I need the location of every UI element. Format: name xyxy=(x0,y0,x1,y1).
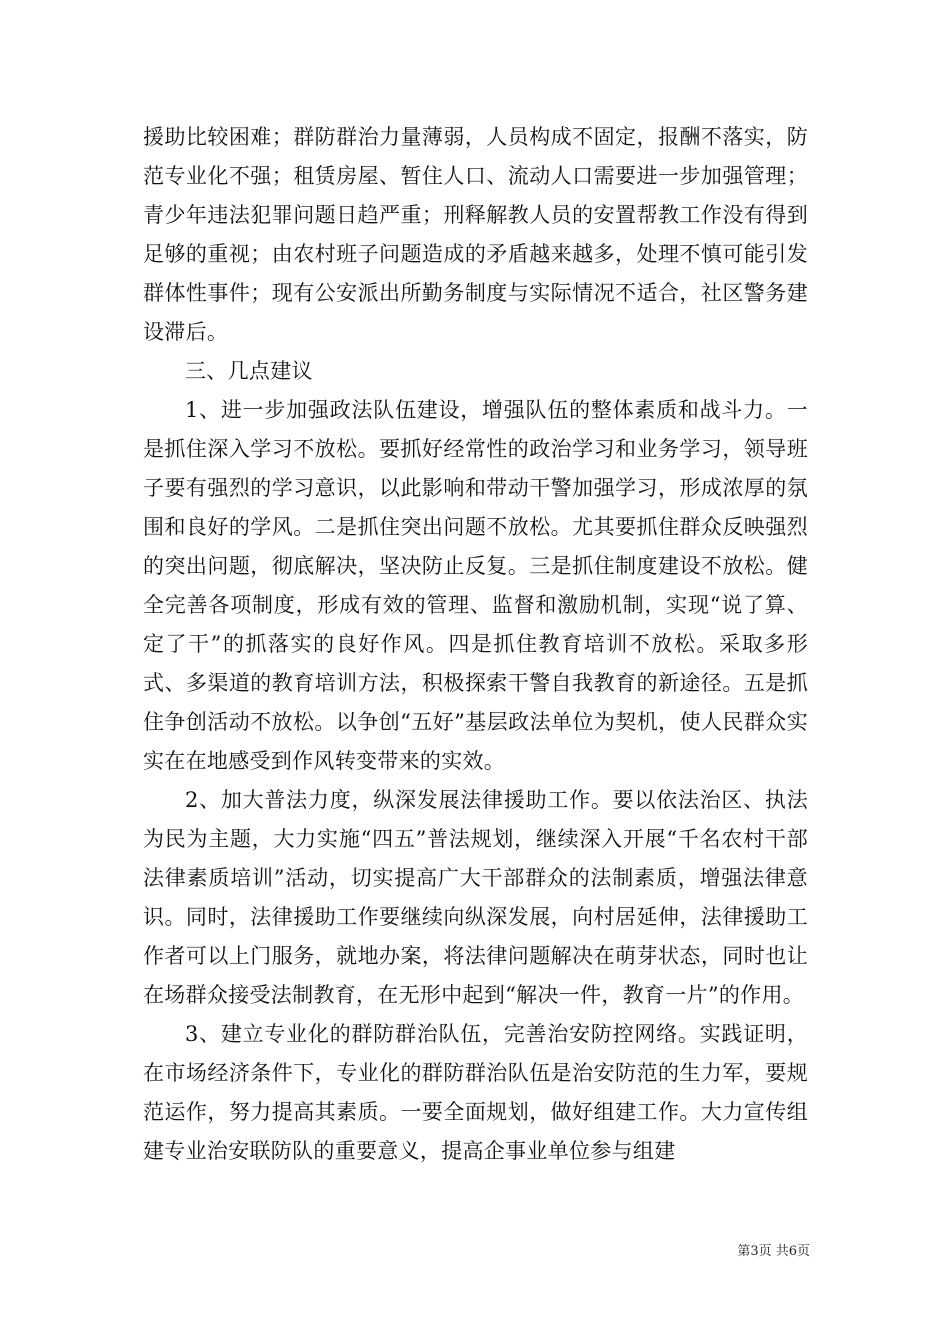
document-body xyxy=(143,118,808,1171)
page-number: 第3页 共6页 xyxy=(737,1244,810,1259)
paragraph-suggestion-3: 3、建立专业化的群防群治队伍，完善治安防控网络。实践证明，在市场经济条件下，专业化的群防群治队伍是治安防范的生力军，要规范运作，努力提高其素质。一要全面规划，做好组建工作。大力宣传组建专业治安联防队的重要意义，提高企事业单位参与组建 xyxy=(143,1022,808,1163)
paragraph-suggestion-2: 2、加大普法力度，纵深发展法律援助工作。要以依法治区、执法为民为主题，大力实施“四五”普法规划，继续深入开展“千名农村干部法律素质培训”活动，切实提高广大干部群众的法制素质，增强法律意识。同时，法律援助工作要继续向纵深发展，向村居延伸，法律援助工作者可以上门服务，就地办案，将法律问题解决在萌芽状态，同时也让在场群众接受法制教育，在无形中起到“解决一件，教育一片”的作用。 xyxy=(143,788,808,1007)
paragraph-continuation: 援助比较困难；群防群治力量薄弱，人员构成不固定，报酬不落实，防范专业化不强；租赁房屋、暂住人口、流动人口需要进一步加强管理；青少年违法犯罪问题日趋严重；刑释解教人员的安置帮教工作没有得到足够的重视；由农村班子问题造成的矛盾越来越多，处理不慎可能引发群体性事件；现有公安派出所勤务制度与实际情况不适合，社区警务建设滞后。 xyxy=(143,125,808,344)
paragraph-suggestion-1: 1、进一步加强政法队伍建设，增强队伍的整体素质和战斗力。一是抓住深入学习不放松。要抓好经常性的政治学习和业务学习，领导班子要有强烈的学习意识，以此影响和带动干警加强学习，形成浓厚的氛围和良好的学风。二是抓住突出问题不放松。尤其要抓住群众反映强烈的突出问题，彻底解决，坚决防止反复。三是抓住制度建设不放松。健全完善各项制度，形成有效的管理、监督和激励机制，实现“说了算、定了干”的抓落实的良好作风。四是抓住教育培训不放松。采取多形式、多渠道的教育培训方法，积极探索干警自我教育的新途径。五是抓住争创活动不放松。以争创“五好”基层政法单位为契机，使人民群众实实在在地感受到作风转变带来的实效。 xyxy=(143,398,808,773)
section-heading: 三、几点建议 xyxy=(185,359,313,383)
